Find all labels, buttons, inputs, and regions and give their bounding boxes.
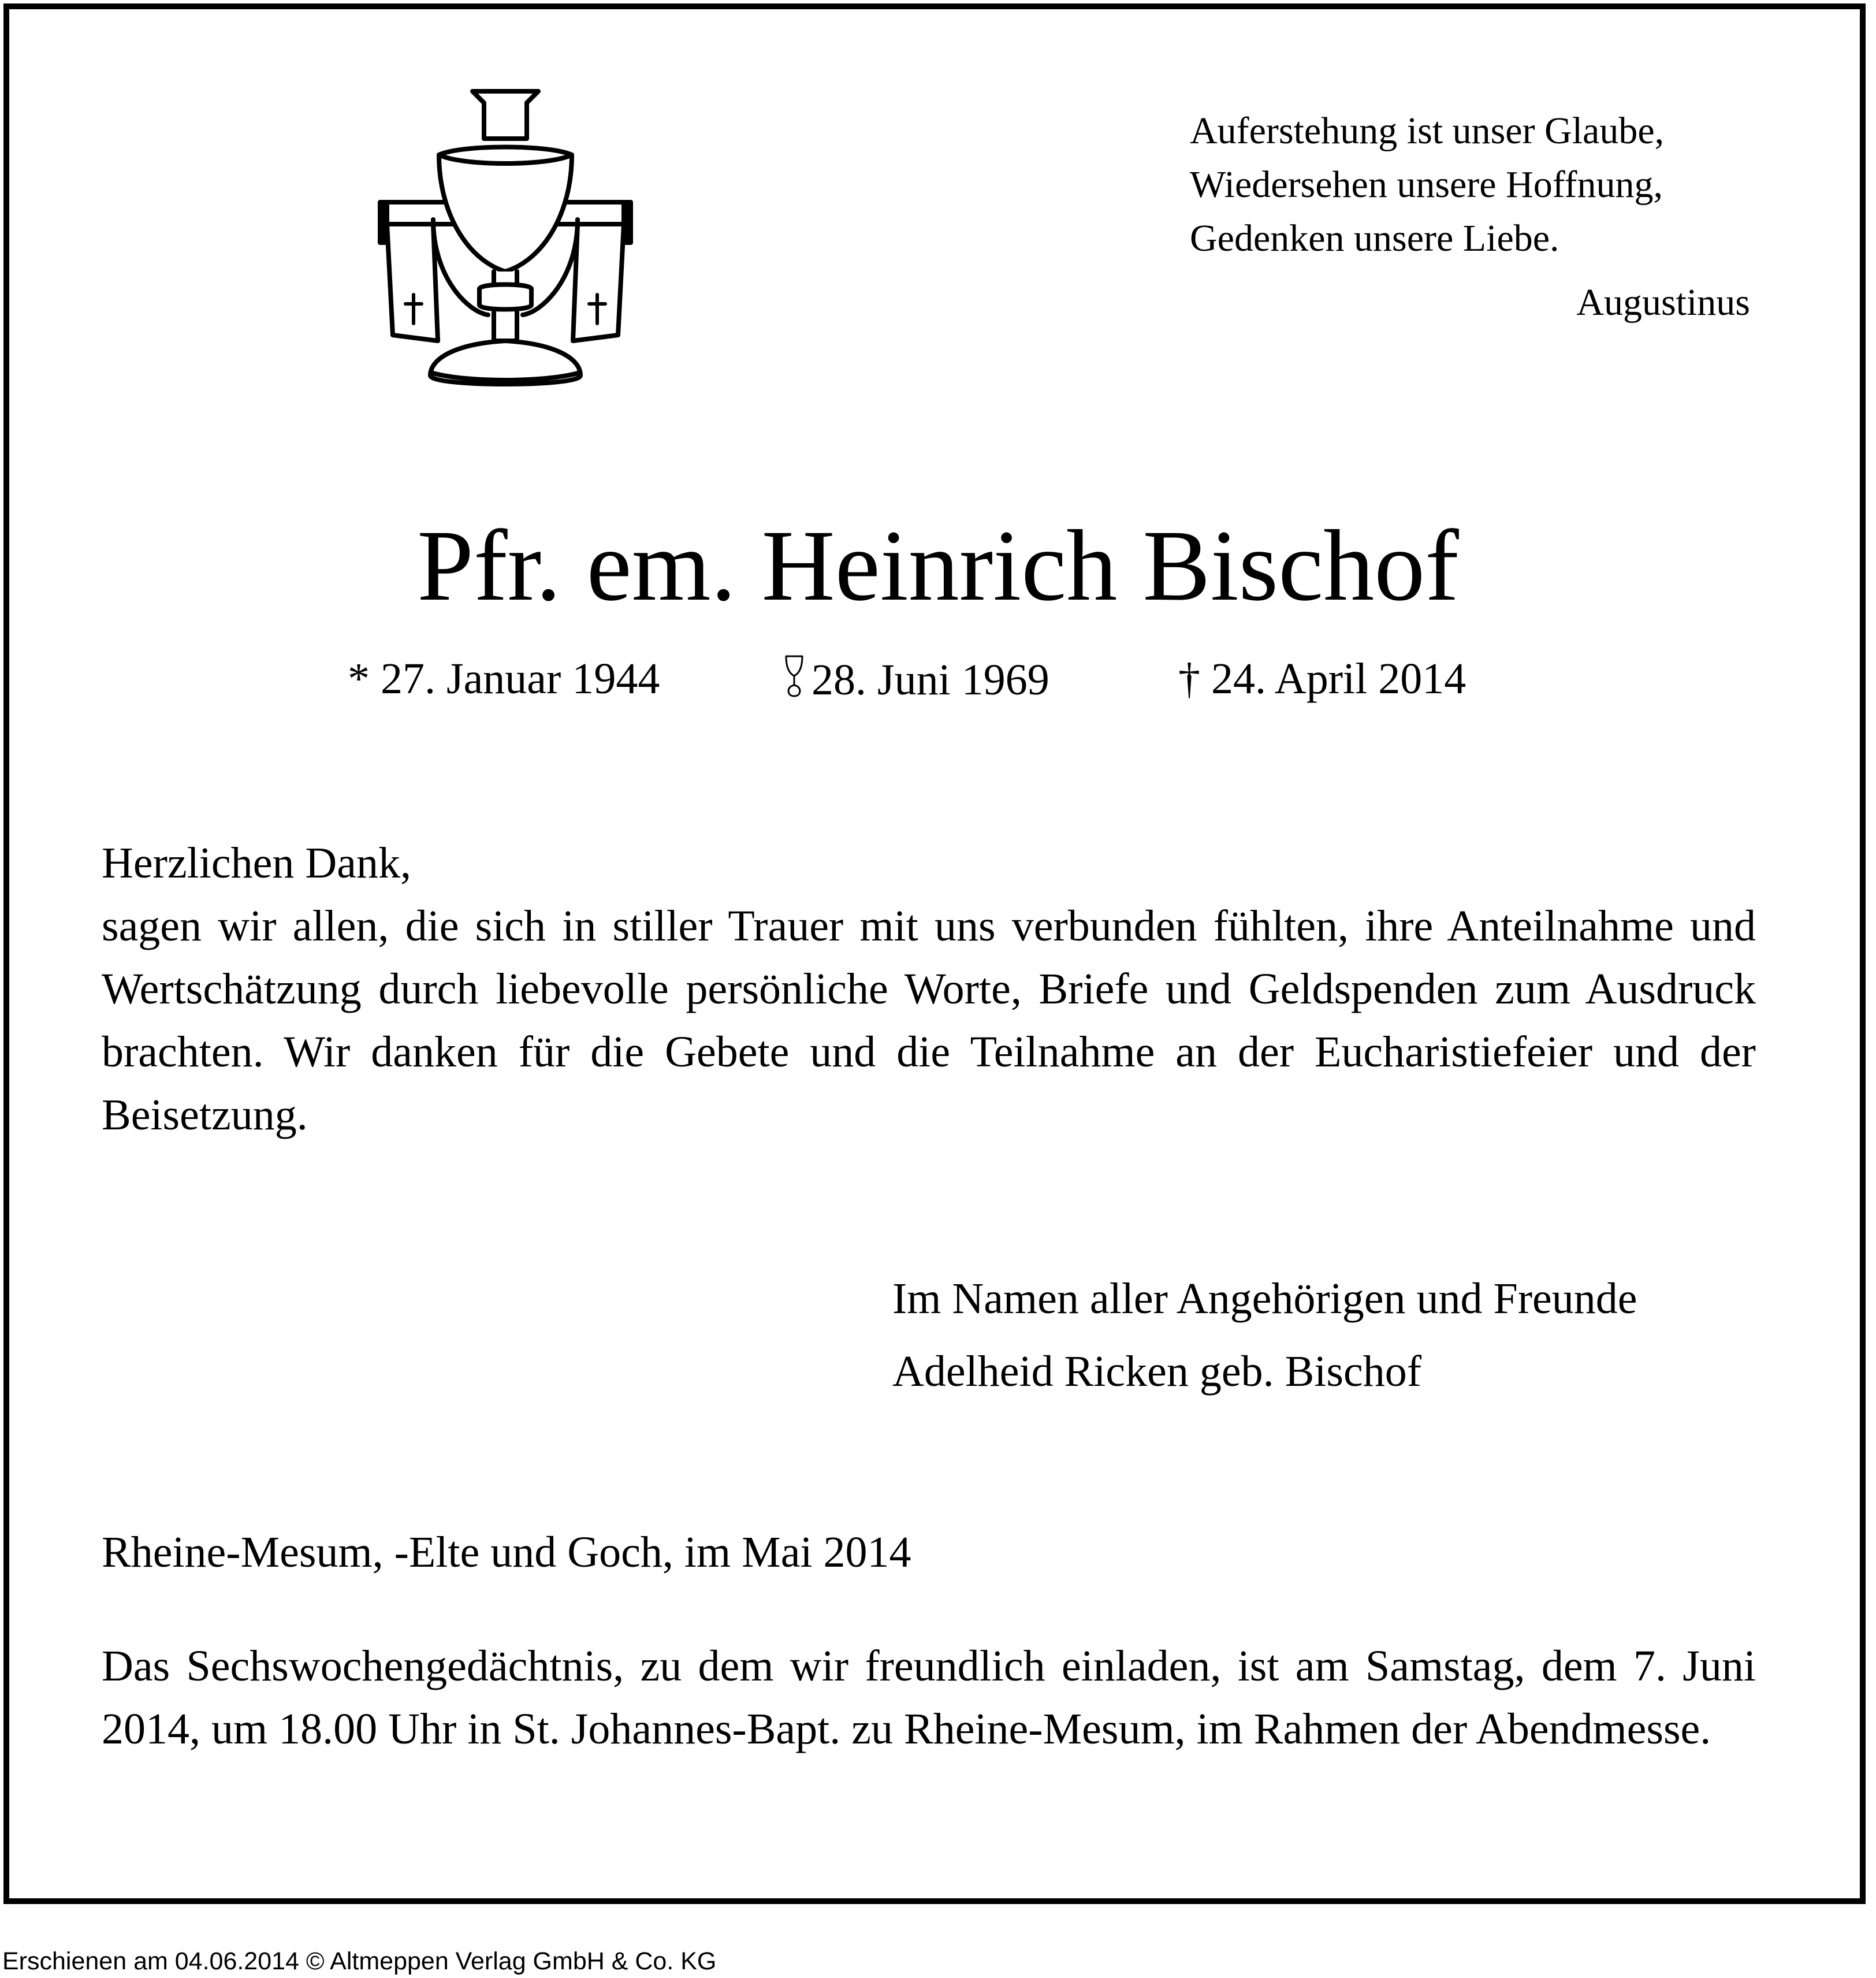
quote-line: Gedenken unsere Liebe. — [1190, 217, 1559, 259]
place-date: Rheine-Mesum, -Elte und Goch, im Mai 2014 — [102, 1528, 911, 1577]
birth-date: * 27. Januar 1944 — [348, 655, 660, 703]
signature-line-2: Adelheid Ricken geb. Bischof — [892, 1347, 1422, 1396]
ordination-date-row — [783, 653, 1049, 705]
signature-line-1: Im Namen aller Angehörigen und Freunde — [892, 1274, 1637, 1323]
quote-line: Auferstehung ist unser Glaube, — [1190, 110, 1665, 152]
thanks-paragraph: sagen wir allen, die sich in stiller Trauer mit uns verbunden fühlten, ihre Anteilnahme und Wertschätzung durch liebevolle persönliche Worte, Briefe und Geldspenden zum Ausdruck brachten. Wir danken für die Gebete und die Teilnahme an der Eucharistiefeier und der Beisetzung. — [102, 902, 1756, 1139]
chalice-cross-stole-icon — [370, 87, 641, 399]
deceased-name: Pfr. em. Heinrich Bischof — [417, 510, 1459, 622]
epigraph-quote — [1190, 104, 1750, 329]
chalice-icon — [783, 653, 806, 698]
quote-line: Wiedersehen unsere Hoffnung, — [1190, 163, 1663, 206]
memorial-paragraph: Das Sechswochengedächtnis, zu dem wir freundlich einladen, ist am Samstag, dem 7. Juni 2014, um 18.00 Uhr in St. Johannes-Bapt. zu Rheine-Mesum, im Rahmen der Abendmesse. — [102, 1642, 1756, 1753]
ordination-date: 28. Juni 1969 — [812, 656, 1049, 704]
death-date: † 24. April 2014 — [1178, 655, 1466, 703]
quote-author: Augustinus — [1576, 281, 1750, 324]
thanks-heading: Herzlichen Dank, — [102, 839, 411, 887]
publication-footer: Erschienen am 04.06.2014 © Altmeppen Verlag GmbH & Co. KG — [2, 1947, 717, 1975]
